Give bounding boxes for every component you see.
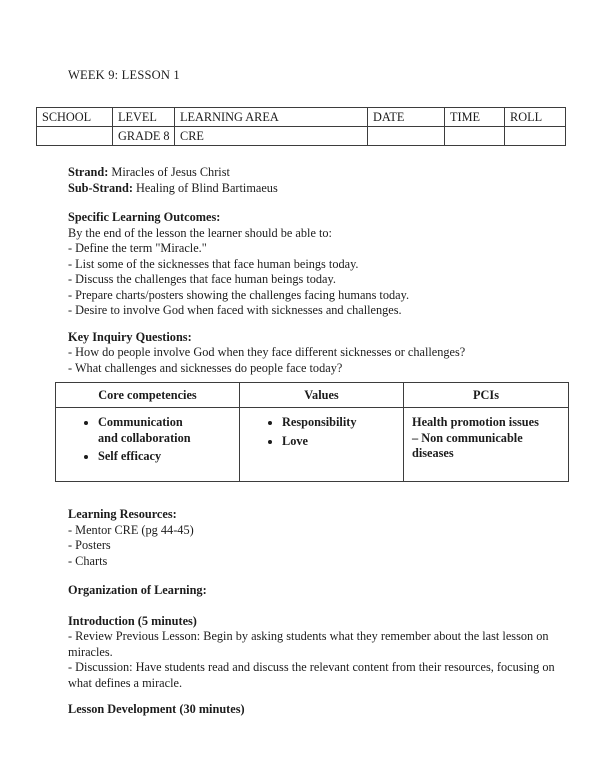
competency-table-header-row xyxy=(56,383,569,408)
info-header-level: LEVEL xyxy=(113,108,175,127)
values-cell xyxy=(240,408,404,482)
competency-header-pcis: PCIs xyxy=(404,383,569,408)
key-inquiry-item: - What challenges and sicknesses do people face today? xyxy=(68,360,343,375)
key-inquiry-section xyxy=(68,330,565,377)
lesson-development-heading: Lesson Development (30 minutes) xyxy=(68,702,245,716)
core-competencies-cell xyxy=(56,408,240,482)
outcomes-intro: By the end of the lesson the learner should be able to: xyxy=(68,225,332,240)
competency-table xyxy=(55,382,569,482)
sub-strand-value: Healing of Blind Bartimaeus xyxy=(136,180,278,195)
learning-resources-section xyxy=(68,507,565,569)
outcome-item: - Prepare charts/posters showing the challenges facing humans today. xyxy=(68,287,410,302)
info-table-value-row xyxy=(37,127,566,146)
introduction-item: - Review Previous Lesson: Begin by asking students what they remember about the last lesson on miracles. xyxy=(68,629,549,659)
info-value-date xyxy=(368,127,445,146)
info-header-school: SCHOOL xyxy=(37,108,113,127)
list-item: • Communication and collaboration xyxy=(98,415,191,446)
info-header-learning-area: LEARNING AREA xyxy=(175,108,368,127)
pcis-text: Health promotion issues – Non communicable diseases xyxy=(412,415,539,460)
info-value-time xyxy=(445,127,505,146)
list-item: • Self efficacy xyxy=(98,449,191,465)
info-header-date: DATE xyxy=(368,108,445,127)
strand-value: Miracles of Jesus Christ xyxy=(111,165,230,179)
info-value-roll xyxy=(505,127,566,146)
lesson-development-section xyxy=(68,702,565,718)
values-list xyxy=(240,415,397,449)
list-item: • Responsibility xyxy=(282,415,397,431)
info-value-level: GRADE 8 xyxy=(113,127,175,146)
info-table xyxy=(36,107,566,146)
info-header-time: TIME xyxy=(445,108,505,127)
document-body-lower xyxy=(68,507,565,718)
organization-section xyxy=(68,583,565,599)
introduction-section xyxy=(68,614,565,692)
competency-header-core: Core competencies xyxy=(56,383,240,408)
strand-label: Strand: xyxy=(68,165,109,179)
competency-header-values: Values xyxy=(240,383,404,408)
sub-strand-line xyxy=(68,181,565,197)
introduction-item: - Discussion: Have students read and discuss the relevant content from their resources, focusing on what defines a miracle. xyxy=(68,660,555,690)
outcome-item: - Desire to involve God when faced with sicknesses and challenges. xyxy=(68,303,402,317)
competency-table-body-row xyxy=(56,408,569,482)
resource-item: - Posters xyxy=(68,538,111,552)
resource-item: - Charts xyxy=(68,553,108,568)
info-header-roll: ROLL xyxy=(505,108,566,127)
info-table-header-row xyxy=(37,108,566,127)
page-title: WEEK 9: LESSON 1 xyxy=(68,68,180,82)
info-value-learning-area: CRE xyxy=(175,127,368,146)
strand-line xyxy=(68,165,565,181)
introduction-heading: Introduction (5 minutes) xyxy=(68,613,197,628)
pcis-cell xyxy=(404,408,569,482)
document-body xyxy=(68,165,565,376)
sub-strand-label: Sub-Strand: xyxy=(68,180,133,195)
learning-outcomes-section xyxy=(68,210,565,319)
outcome-item: - Discuss the challenges that face human beings today. xyxy=(68,272,336,286)
outcome-item: - Define the term "Miracle." xyxy=(68,241,207,255)
key-inquiry-heading: Key Inquiry Questions: xyxy=(68,329,192,344)
key-inquiry-item: - How do people involve God when they face different sicknesses or challenges? xyxy=(68,345,466,359)
resource-item: - Mentor CRE (pg 44-45) xyxy=(68,522,194,537)
resources-heading: Learning Resources: xyxy=(68,507,177,521)
outcome-item: - List some of the sicknesses that face human beings today. xyxy=(68,256,359,271)
outcomes-heading: Specific Learning Outcomes: xyxy=(68,210,221,224)
list-item: • Love xyxy=(282,434,397,450)
organization-heading: Organization of Learning: xyxy=(68,583,207,597)
core-competencies-list xyxy=(56,415,233,465)
strand-section xyxy=(68,165,565,196)
info-value-school xyxy=(37,127,113,146)
